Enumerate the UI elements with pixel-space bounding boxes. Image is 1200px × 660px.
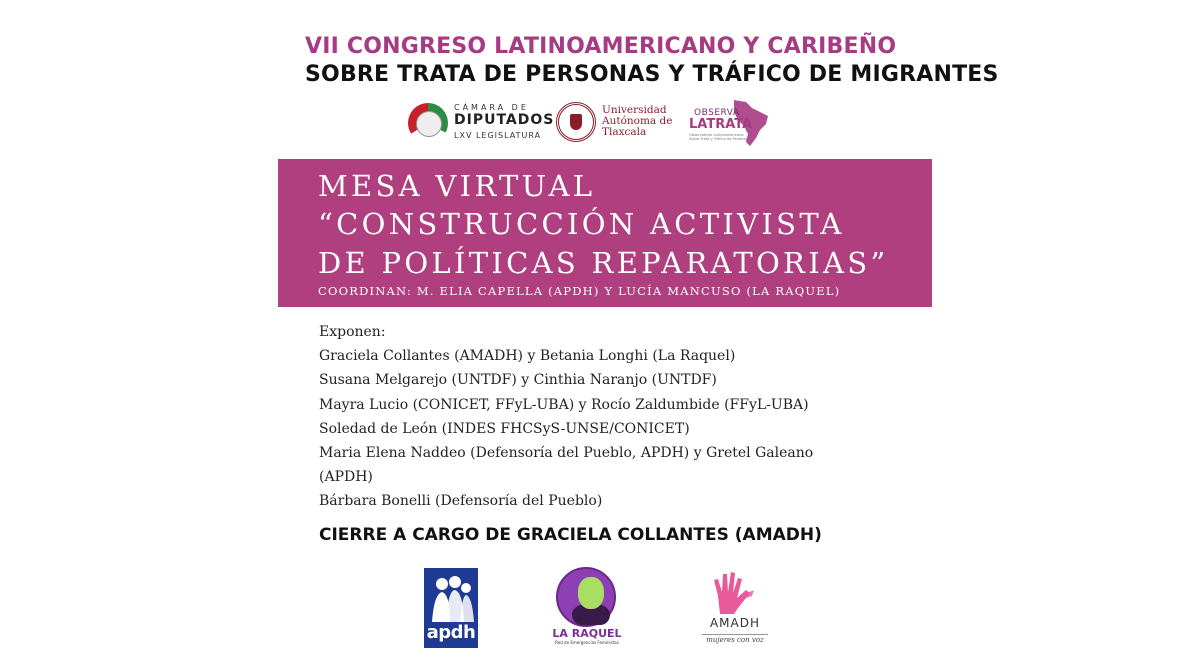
- speakers-list: [319, 320, 813, 514]
- uat-logo-line2: Autónoma de: [602, 115, 673, 127]
- hand-dove-icon: [690, 566, 780, 616]
- raquel-subtitle: Red de Emergencias Feministas: [555, 640, 619, 645]
- la-raquel-logo: [552, 567, 622, 647]
- uat-logo-text: [602, 105, 672, 138]
- apdh-logo: [424, 568, 478, 650]
- observa-line4: Sobre Trata y Tráfico de Personas: [689, 137, 749, 142]
- coordinators-text: COORDINAN: M. ELIA CAPELLA (APDH) Y LUCÍA MANCUSO (LA RAQUEL): [318, 284, 841, 298]
- observa-subtitle: [689, 133, 749, 141]
- banner-line1: MESA VIRTUAL: [318, 169, 596, 203]
- session-banner: [278, 159, 932, 307]
- apdh-logo-text: apdh: [426, 622, 476, 643]
- speaker-line: Susana Melgarejo (UNTDF) y Cinthia Naranjo (UNTDF): [319, 372, 717, 389]
- camara-logo-line3: LXV LEGISLATURA: [454, 131, 542, 140]
- speaker-line: Maria Elena Naddeo (Defensoría del Pueblo, APDH) y Gretel Galeano: [319, 445, 814, 462]
- amadh-divider: [702, 634, 768, 635]
- university-seal-icon: [556, 102, 596, 142]
- observa-line2: LATRATA: [689, 117, 753, 132]
- mexico-seal-icon: [408, 103, 448, 143]
- observa-line1: OBSERVA: [694, 108, 740, 118]
- speakers-heading: Exponen:: [319, 324, 386, 340]
- speaker-line: Bárbara Bonelli (Defensoría del Pueblo): [319, 493, 603, 510]
- speaker-line: Mayra Lucio (CONICET, FFyL-UBA) y Rocío Zaldumbide (FFyL-UBA): [319, 396, 809, 413]
- amadh-logo: [690, 566, 780, 650]
- camara-logo-line1: CÁMARA DE: [454, 103, 529, 112]
- camara-logo-line2: DIPUTADOS: [454, 112, 555, 128]
- people-icon: [424, 568, 478, 624]
- banner-line3: DE POLÍTICAS REPARATORIAS”: [318, 246, 889, 280]
- congress-title-line2: SOBRE TRATA DE PERSONAS Y TRÁFICO DE MIGRANTES: [305, 62, 999, 87]
- raquel-name: LA RAQUEL: [552, 627, 622, 640]
- uat-logo-line1: Universidad: [602, 104, 667, 116]
- speaker-line: Soledad de León (INDES FHCSyS-UNSE/CONICET): [319, 420, 690, 437]
- banner-line2: “CONSTRUCCIÓN ACTIVISTA: [318, 207, 845, 241]
- uat-logo-line3: Tlaxcala: [602, 126, 647, 138]
- closing-text: CIERRE A CARGO DE GRACIELA COLLANTES (AMADH): [319, 525, 822, 545]
- sponsor-logos: [0, 98, 1200, 150]
- congress-title-line1: VII CONGRESO LATINOAMERICANO Y CARIBEÑO: [305, 34, 897, 59]
- observa-line3: Observatorio Latinoamericano: [689, 133, 744, 137]
- portrait-icon: [556, 567, 616, 627]
- amadh-subtitle: mujeres con voz: [706, 636, 764, 644]
- speaker-line: (APDH): [319, 469, 373, 486]
- amadh-name: AMADH: [709, 616, 761, 630]
- speaker-line: Graciela Collantes (AMADH) y Betania Longhi (La Raquel): [319, 348, 736, 365]
